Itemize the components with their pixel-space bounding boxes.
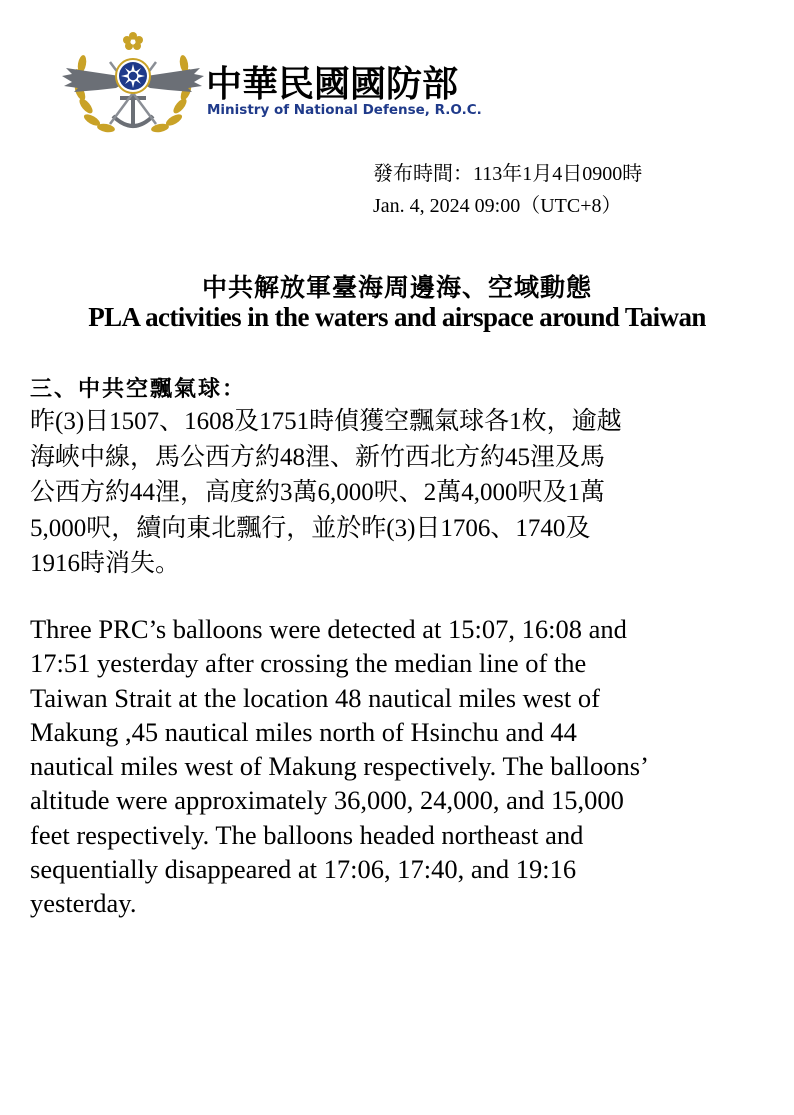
body-en-line: yesterday.	[30, 888, 137, 919]
mnd-emblem-icon	[58, 28, 208, 140]
body-zh-line: 昨(3)日1507、1608及1751時偵獲空飄氣球各1枚，逾越	[30, 408, 622, 435]
body-zh-line: 公西方約44浬，高度約3萬6,000呎、2萬4,000呎及1萬	[30, 479, 606, 506]
body-en-line: Taiwan Strait at the location 48 nautical miles west of	[30, 682, 600, 713]
body-zh-line: 海峽中線，馬公西方約48浬、新竹西北方約45浬及馬	[30, 443, 606, 471]
wheat-right-icon	[150, 54, 193, 133]
org-name-zh: 中華民國國防部	[206, 64, 459, 105]
wheat-left-icon	[72, 54, 115, 133]
body-paragraph-en	[30, 612, 790, 921]
body-en-line: Makung ,45 nautical miles north of Hsinchu and 44	[30, 716, 577, 747]
org-name-en: Ministry of National Defense, R.O.C.	[207, 102, 482, 118]
body-en-line: altitude were approximately 36,000, 24,000, and 15,000	[30, 785, 624, 816]
body-en-line: nautical miles west of Makung respectively. The balloons’	[30, 751, 649, 782]
plum-blossom-icon	[123, 32, 143, 50]
section-heading: 三、中共空飄氣球：	[30, 377, 247, 402]
release-time-en: Jan. 4, 2024 09:00（UTC+8）	[373, 195, 622, 217]
body-zh-line: 1916時消失。	[30, 550, 181, 577]
body-zh-line: 5,000呎，續向東北飄行，並於昨(3)日1706、1740及	[30, 514, 591, 542]
body-en-line: 17:51 yesterday after crossing the median line of the	[30, 648, 587, 679]
body-en-line: feet respectively. The balloons headed northeast and	[30, 819, 584, 850]
page-title-zh: 中共解放軍臺海周邊海、空域動態	[201, 273, 592, 302]
body-en-line: Three PRC’s balloons were detected at 15:07, 16:08 and	[30, 614, 627, 644]
page-title-en: PLA activities in the waters and airspace around Taiwan	[88, 302, 706, 332]
body-en-line: sequentially disappeared at 17:06, 17:40, and 19:16	[30, 854, 577, 885]
sun-emblem-icon	[116, 59, 150, 93]
release-time-zh: 發布時間：113年1月4日0900時	[373, 163, 643, 185]
body-paragraph-zh	[30, 404, 790, 582]
